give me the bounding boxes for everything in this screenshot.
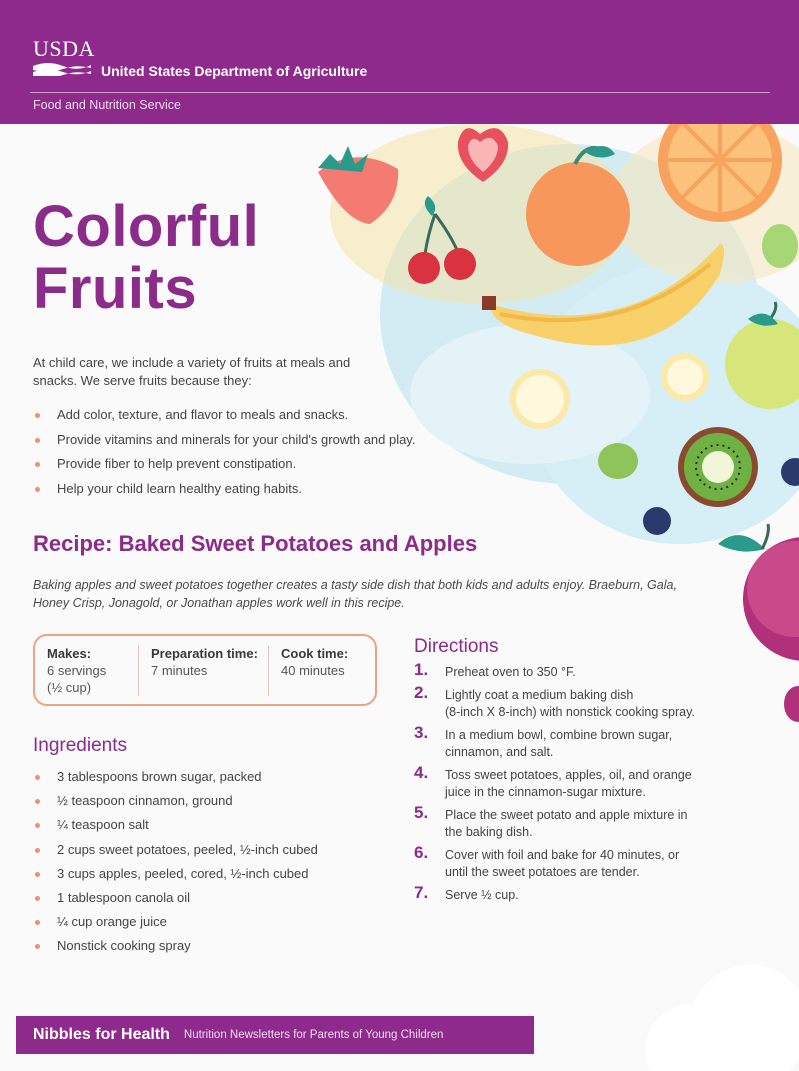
list-item: ½ teaspoon cinnamon, ground	[33, 792, 393, 816]
list-item: Provide fiber to help prevent constipation.	[33, 455, 503, 480]
header-banner	[0, 0, 799, 124]
intro-paragraph: At child care, we include a variety of fruits at meals and snacks. We serve fruits because they:	[33, 355, 351, 388]
makes-column	[35, 646, 139, 696]
list-item: ¼ cup orange juice	[33, 913, 393, 937]
step-number: 6.	[414, 843, 429, 862]
recipe-title: Recipe: Baked Sweet Potatoes and Apples	[33, 531, 478, 556]
step-text: Serve ½ cup.	[445, 888, 519, 902]
footer-brand: Nibbles for Health	[33, 1026, 170, 1043]
cook-label: Cook time:	[281, 646, 349, 661]
ingredients-list	[33, 768, 393, 962]
usda-logo	[33, 36, 95, 78]
step-number: 2.	[414, 683, 429, 702]
makes-value: 6 servings	[47, 663, 107, 678]
cook-value: 40 minutes	[281, 663, 345, 678]
step-text: Cover with foil and bake for 40 minutes, or	[445, 848, 680, 862]
footer-banner	[16, 1016, 534, 1054]
ingredients-heading: Ingredients	[33, 735, 128, 756]
prep-column	[139, 646, 269, 696]
list-item: Nonstick cooking spray	[33, 937, 393, 961]
list-item: 2 cups sweet potatoes, peeled, ½-inch cubed	[33, 841, 393, 865]
recipe-description: Baking apples and sweet potatoes together creates a tasty side dish that both kids and adults enjoy. Braeburn, Gala, Honey Crisp, Jonagold, or Jonathan apples work well in this recipe.	[33, 578, 677, 610]
list-item: 3 tablespoons brown sugar, packed	[33, 768, 393, 792]
list-item: 3 cups apples, peeled, cored, ½-inch cubed	[33, 865, 393, 889]
list-item: Provide vitamins and minerals for your child's growth and play.	[33, 431, 503, 456]
step-text: Place the sweet potato and apple mixture in	[445, 808, 688, 822]
direction-step	[414, 763, 764, 801]
step-number: 5.	[414, 803, 429, 822]
blueberry-icon	[643, 507, 671, 535]
step-text-cont: (8-inch X 8-inch) with nonstick cooking spray.	[445, 705, 695, 719]
step-text-cont: the baking dish.	[445, 825, 533, 839]
title-line-1: Colorful	[33, 194, 260, 259]
step-number: 7.	[414, 883, 429, 902]
usda-waves-icon	[33, 62, 91, 76]
page-title	[33, 196, 259, 320]
step-text-cont: cinnamon, and salt.	[445, 745, 554, 759]
plum-icon	[718, 524, 799, 661]
step-text: Toss sweet potatoes, apples, oil, and orange	[445, 768, 692, 782]
kiwi-icon	[678, 427, 758, 507]
cook-column	[269, 646, 369, 696]
directions-list	[414, 660, 764, 910]
recipe-info-box	[33, 634, 377, 706]
direction-step	[414, 843, 764, 881]
direction-step	[414, 723, 764, 761]
list-item: ¼ teaspoon salt	[33, 816, 393, 840]
step-text-cont: juice in the cinnamon-sugar mixture.	[445, 785, 646, 799]
makes-label: Makes:	[47, 646, 92, 661]
prep-value: 7 minutes	[151, 663, 208, 678]
direction-step	[414, 883, 764, 904]
direction-step	[414, 803, 764, 841]
directions-heading: Directions	[414, 636, 499, 657]
list-item: Help your child learn healthy eating habits.	[33, 480, 503, 505]
usda-logo-text: USDA	[33, 36, 95, 61]
reasons-list	[33, 406, 503, 504]
agency-name: Food and Nutrition Service	[33, 98, 181, 112]
step-text: Lightly coat a medium baking dish	[445, 688, 634, 702]
direction-step	[414, 683, 764, 721]
step-number: 3.	[414, 723, 429, 742]
prep-label: Preparation time:	[151, 646, 258, 661]
grape-icon	[762, 224, 798, 268]
direction-step	[414, 660, 764, 681]
step-text: In a medium bowl, combine brown sugar,	[445, 728, 673, 742]
title-line-2: Fruits	[33, 256, 198, 321]
step-text-cont: until the sweet potatoes are tender.	[445, 865, 640, 879]
footer-cloud-decoration	[640, 930, 799, 1071]
list-item: Add color, texture, and flavor to meals and snacks.	[33, 406, 503, 431]
step-number: 4.	[414, 763, 429, 782]
grape-lower-icon	[598, 443, 638, 479]
header-divider	[30, 92, 770, 93]
department-name: United States Department of Agriculture	[101, 63, 368, 79]
step-text: Preheat oven to 350 °F.	[445, 665, 576, 679]
makes-serving: (½ cup)	[47, 680, 92, 695]
list-item: 1 tablespoon canola oil	[33, 889, 393, 913]
berry-edge-icon	[784, 686, 799, 722]
step-number: 1.	[414, 660, 429, 679]
footer-tagline: Nutrition Newsletters for Parents of Young Children	[183, 1029, 444, 1041]
